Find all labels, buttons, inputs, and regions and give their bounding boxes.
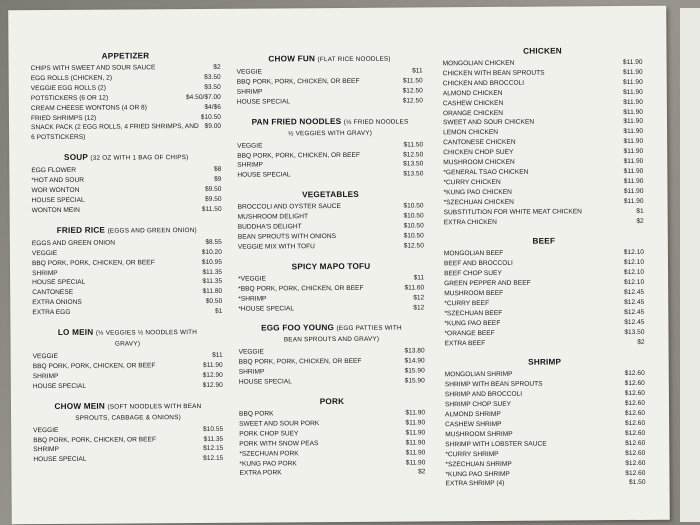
section-title-text: SOUP — [63, 153, 88, 163]
section-note: (EGGS AND GREEN ONION) — [107, 226, 197, 235]
menu-item-name: WONTON MEIN — [31, 206, 80, 215]
menu-item — [238, 241, 424, 252]
menu-item-price: $8.55 — [205, 238, 222, 246]
menu-item-price: $11.90 — [623, 157, 644, 166]
menu-item-name: CANTONESE CHICKEN — [443, 139, 516, 147]
menu-item-name: *HOT AND SOUR — [31, 176, 85, 185]
section-note: (½ FRIED NOODLES ½ VEGGIES WITH GRAVY) — [288, 118, 409, 137]
menu-item-price: $12.60 — [625, 459, 646, 467]
menu-item-name: ALMOND CHICKEN — [442, 89, 503, 97]
menu-item-name: CHICKEN CHOP SUEY — [443, 148, 514, 157]
menu-item-price: $11.35 — [202, 268, 223, 276]
menu-item-name: MUSHROOM CHICKEN — [443, 158, 515, 167]
menu-item-name: HOUSE SPECIAL — [33, 456, 87, 464]
menu-item-name: ALMOND SHRIMP — [445, 410, 501, 419]
menu-item-name: CASHEW SHRIMP — [445, 420, 502, 429]
menu-section — [32, 327, 222, 392]
menu-item-price: $11.90 — [623, 98, 643, 106]
menu-section — [237, 116, 423, 181]
menu-item-name: LEMON CHICKEN — [443, 129, 499, 137]
menu-item-name: HOUSE SPECIAL — [32, 382, 87, 390]
menu-section — [239, 396, 426, 479]
section-title-text: CHOW MEIN — [54, 401, 106, 411]
menu-item-name: HOUSE SPECIAL — [237, 171, 291, 180]
menu-item-name: HOUSE SPECIAL — [236, 98, 291, 106]
menu-item-name: MUSHROOM DELIGHT — [237, 213, 309, 221]
menu-item-price: $1 — [636, 207, 644, 215]
menu-item-price: $11.90 — [405, 439, 426, 447]
menu-item-name: MUSHROOM BEEF — [444, 289, 504, 298]
menu-item-name: EXTRA SHRIMP (4) — [445, 480, 505, 488]
menu-item-price: $11.35 — [202, 278, 223, 286]
menu-item-name: *SHRIMP — [238, 295, 267, 303]
menu-item-name: EXTRA BEEF — [444, 339, 486, 347]
menu-item-price: $12.50 — [402, 97, 423, 105]
menu-item-name: MONGOLIAN BEEF — [443, 250, 504, 258]
menu-item-price: $13.50 — [403, 170, 424, 178]
menu-item-name: SNACK PACK (2 EGG ROLLS, 4 FRIED SHRIMPS, AND 6 POTSTICKERS) — [31, 123, 199, 142]
menu-item-name: ORANGE CHICKEN — [442, 109, 504, 117]
menu-item-price: $15.90 — [404, 367, 425, 375]
menu-item-price: $12.10 — [623, 278, 645, 287]
menu-item-price: $12.45 — [624, 298, 645, 306]
menu-item-price: $2 — [637, 338, 645, 346]
menu-item-price: $12.60 — [624, 390, 645, 398]
menu-item-price: $2 — [636, 217, 644, 225]
menu-item-name: FRIED SHRIMPS (12) — [30, 114, 97, 122]
section-title-text: VEGETABLES — [302, 190, 359, 200]
menu-item-price: $10.20 — [201, 248, 222, 256]
menu-item — [238, 303, 424, 314]
menu-item-price: $12.45 — [624, 318, 645, 326]
menu-item-price: $3.50 — [204, 83, 221, 91]
menu-item-price: $10.55 — [202, 425, 224, 433]
menu-item-price: $12.50 — [403, 150, 424, 159]
section-title-text: APPETIZER — [101, 51, 150, 61]
menu-item-name: PORK WITH SNOW PEAS — [239, 439, 319, 448]
menu-item-name: CASHEW CHICKEN — [442, 99, 504, 107]
menu-item-price: $10.95 — [201, 258, 223, 266]
menu-item — [446, 478, 646, 489]
section-title — [237, 116, 423, 139]
menu-item-name: BBQ PORK, PORK, CHICKEN, OR BEEF — [236, 77, 360, 86]
menu-item — [31, 93, 221, 104]
section-title — [238, 323, 424, 346]
menu-item-price: $11.90 — [623, 197, 644, 205]
menu-item-name: *SZECHUAN SHRIMP — [445, 460, 512, 468]
menu-item-name: *CURRY SHRIMP — [445, 450, 499, 458]
menu-item — [32, 205, 222, 216]
section-title-text: PAN FRIED NOODLES — [251, 116, 342, 127]
menu-item-name: CHICKEN WITH BEAN SPROUTS — [442, 69, 545, 78]
menu-item-name: VEGGIE — [238, 348, 264, 357]
menu-item-name: BBQ PORK, PORK, CHICKEN, OR BEEF — [32, 362, 156, 371]
menu-item-name: BBQ PORK, PORK, CHICKEN, OR BEEF — [33, 435, 156, 444]
menu-item-price: $11.50 — [403, 141, 424, 149]
menu-item-name: POTSTICKERS (6 OR 12) — [30, 94, 109, 102]
menu-item-name: PORK CHOP SUEY — [239, 430, 299, 438]
menu-item-price: $12 — [413, 293, 425, 302]
menu-item-price: $11.90 — [623, 108, 643, 116]
menu-item-name: *SZECHUAN PORK — [239, 449, 299, 458]
menu-item-price: $11.90 — [405, 409, 426, 417]
menu-item-price: $1 — [214, 307, 223, 315]
menu-item-price: $4/$6 — [204, 103, 221, 111]
menu-item-price: $12.60 — [624, 370, 645, 378]
menu-item-name: HOUSE SPECIAL — [238, 378, 292, 386]
menu-item-price: $12.60 — [624, 429, 646, 437]
section-title-text: SHRIMP — [528, 357, 562, 368]
menu-item-name: VEGGIE — [32, 352, 58, 361]
section-title-text: SPICY MAPO TOFU — [291, 261, 371, 272]
menu-item-name: BUDDHA'S DELIGHT — [237, 223, 302, 231]
menu-item-price: $12.60 — [625, 439, 646, 447]
menu-item-price: $10.50 — [403, 222, 424, 230]
menu-item-price: $11.35 — [203, 435, 224, 443]
menu-item-name: WOR WONTON — [31, 186, 80, 195]
section-title — [238, 261, 424, 272]
menu-item-price: $12.90 — [202, 381, 223, 389]
section-title-text: CHICKEN — [523, 46, 562, 56]
menu-item-price: $11.90 — [623, 138, 644, 146]
menu-column-1 — [31, 51, 224, 476]
menu-item-name: *CURRY BEEF — [444, 299, 490, 308]
menu-item-name: *CURRY CHICKEN — [443, 178, 501, 187]
menu-item-price: $11.90 — [623, 88, 643, 96]
menu-item-price: $11 — [212, 351, 223, 359]
menu-item-name: EXTRA CHICKEN — [443, 218, 497, 226]
menu-item-name: BBQ PORK, PORK, CHICKEN, OR BEEF — [237, 151, 361, 160]
section-note: (32 OZ WITH 1 BAG OF CHIPS) — [90, 154, 189, 162]
menu-item — [445, 337, 645, 348]
section-note: (EGG PATTIES WITH BEAN SPROUTS AND GRAVY) — [283, 324, 402, 344]
menu-item-name: SHRIMP WITH LOBSTER SAUCE — [445, 440, 547, 449]
section-note: (SOFT NOODLES WITH BEAN SPROUTS, CABBAGE & ONIONS) — [75, 402, 202, 422]
menu-item-price: $9.00 — [204, 123, 222, 131]
menu-item-name: CHICKEN AND BROCCOLI — [442, 79, 525, 88]
section-title — [31, 51, 221, 62]
menu-item-name: GREEN PEPPER AND BEEF — [444, 279, 531, 288]
menu-item-price: $12.15 — [203, 445, 224, 453]
menu-section — [31, 152, 221, 216]
menu-item-name: SHRIMP — [32, 372, 59, 380]
menu-section — [237, 53, 423, 107]
menu-item-price: $2 — [213, 63, 221, 71]
menu-item-name: BBQ PORK, PORK, CHICKEN, OR BEEF — [31, 258, 155, 267]
menu-item-price: $12.45 — [624, 288, 645, 297]
menu-item-price: $10.50 — [403, 232, 424, 240]
menu-item-name: BBQ PORK — [239, 410, 274, 418]
menu-item-price: $12.15 — [203, 455, 224, 463]
menu-sheet — [8, 6, 670, 525]
menu-section — [442, 46, 643, 228]
menu-section — [32, 225, 223, 319]
menu-item-name: HOUSE SPECIAL — [32, 279, 86, 287]
menu-item-name: SHRIMP AND BROCCOLI — [444, 391, 523, 399]
section-title-text: LO MEIN — [57, 327, 94, 337]
menu-item-price: $12.10 — [623, 249, 644, 257]
menu-item-price: $12.50 — [403, 242, 424, 250]
menu-item-name: SHRIMP WITH BEAN SPROUTS — [444, 380, 543, 389]
menu-item-price: $11.90 — [622, 58, 643, 67]
menu-item-price: $9.50 — [204, 185, 222, 193]
menu-item-price: $10.50 — [200, 113, 221, 121]
menu-item-price: $13.50 — [403, 160, 424, 168]
section-title — [31, 152, 221, 164]
menu-item-name: VEGGIE — [33, 426, 59, 434]
section-title-text: PORK — [319, 396, 345, 407]
menu-item — [33, 381, 223, 392]
menu-item-name: BROCCOLI AND OYSTER SAUCE — [237, 203, 341, 211]
menu-item-name: VEGGIE — [237, 142, 263, 150]
menu-section — [238, 261, 424, 314]
menu-section — [238, 323, 424, 388]
menu-item-name: EXTRA PORK — [239, 469, 282, 478]
menu-item-price: $0.50 — [205, 298, 223, 306]
menu-item-name: EGG FLOWER — [31, 167, 77, 175]
menu-item-name: *KUNG PAO BEEF — [444, 319, 501, 328]
menu-item-price: $2 — [418, 468, 426, 476]
menu-item-price: $11.50 — [403, 77, 423, 85]
menu-section — [445, 357, 646, 489]
menu-item — [32, 307, 222, 318]
section-note: (FLAT RICE NOODLES) — [317, 55, 391, 64]
menu-item-name: CANTONESE — [32, 289, 74, 297]
menu-item-name: BEEF AND BROCCOLI — [443, 260, 513, 268]
menu-item-name: CHIPS WITH SWEET AND SOUR SAUCE — [30, 64, 156, 73]
menu-column-2 — [237, 53, 426, 489]
adjacent-menu-sheet — [680, 8, 700, 522]
menu-item-price: $11.60 — [404, 284, 425, 292]
menu-section — [33, 400, 223, 465]
menu-item-name: MONGOLIAN SHRIMP — [444, 371, 513, 379]
menu-item-price: $12.60 — [625, 469, 646, 477]
section-title — [444, 236, 644, 247]
menu-item-name: *HOUSE SPECIAL — [238, 304, 295, 313]
section-title — [237, 190, 423, 201]
menu-item-price: $11.90 — [623, 187, 644, 195]
menu-item-price: $11 — [412, 67, 423, 75]
section-title — [237, 53, 423, 65]
menu-item-price: $4.50/$7.00 — [185, 93, 221, 101]
menu-item-price: $11 — [413, 274, 425, 282]
menu-item-price: $12.60 — [624, 419, 646, 428]
menu-item-name: VEGGIE EGG ROLLS (2) — [30, 84, 106, 92]
menu-item — [239, 377, 425, 388]
menu-item-price: $11.90 — [405, 449, 426, 457]
menu-item-name: *SZECHUAN BEEF — [444, 309, 503, 318]
menu-item-name: SHRIMP — [238, 368, 265, 376]
menu-item-price: $11.90 — [623, 177, 644, 185]
section-title — [442, 46, 642, 57]
menu-item-name: EGGS AND GREEN ONION — [31, 239, 116, 247]
menu-item-name: SHRIMP — [237, 161, 263, 170]
menu-item-price: $1.50 — [628, 479, 646, 487]
menu-item — [31, 122, 221, 143]
menu-item — [33, 454, 223, 465]
section-title-text: CHOW FUN — [268, 54, 316, 64]
menu-item-price: $9 — [214, 175, 222, 184]
menu-section — [237, 190, 423, 253]
section-title-text: EGG FOO YOUNG — [261, 323, 335, 333]
menu-item-price: $12.60 — [624, 380, 645, 388]
menu-item-price: $11.90 — [623, 128, 644, 136]
menu-item-price: $11.90 — [405, 419, 426, 427]
menu-item-price: $12.60 — [625, 449, 646, 457]
menu-item-name: EXTRA ONIONS — [32, 299, 82, 307]
section-title-text: FRIED RICE — [56, 225, 106, 235]
menu-item-price: $14.90 — [404, 357, 425, 365]
menu-item-price: $12.60 — [624, 400, 645, 408]
menu-item-name: BBQ PORK, PORK, CHICKEN, OR BEEF — [238, 358, 362, 367]
menu-item-name: VEGGIE — [31, 249, 58, 257]
section-title — [32, 327, 222, 350]
section-title — [239, 396, 425, 407]
menu-section — [444, 236, 645, 348]
menu-item-name: EXTRA EGG — [32, 309, 71, 317]
menu-item-name: MUSHROOM SHRIMP — [445, 430, 513, 439]
menu-item-price: $12.45 — [624, 308, 645, 316]
menu-item-name: SHRIMP — [32, 269, 58, 277]
menu-item-name: *VEGGIE — [238, 275, 266, 283]
menu-item-price: $11.90 — [405, 458, 426, 467]
section-title — [445, 357, 645, 368]
menu-item — [239, 468, 425, 479]
section-title — [32, 225, 222, 237]
menu-item-price: $12.90 — [202, 371, 223, 379]
menu-item-name: SHRIMP — [33, 446, 59, 454]
menu-item-price: $12 — [413, 303, 425, 311]
menu-item-name: *ORANGE BEEF — [444, 329, 495, 337]
menu-item-name: *KUNG PAO PORK — [239, 459, 297, 468]
menu-item-name: VEGGIE MIX WITH TOFU — [237, 243, 315, 251]
menu-item-price: $13.50 — [624, 328, 645, 336]
menu-item-price: $11.90 — [623, 78, 643, 86]
menu-item-name: SHRIMP — [236, 88, 263, 96]
menu-item-price: $9.50 — [204, 195, 222, 203]
menu-item-name: CREAM CHEESE WONTONS (4 OR 8) — [30, 103, 147, 112]
menu-item-price: $12.10 — [623, 259, 645, 267]
menu-item-name: *KUNG PAO SHRIMP — [445, 470, 510, 478]
menu-item-price: $15.90 — [404, 377, 425, 385]
menu-item-name: *KUNG PAO CHICKEN — [443, 188, 512, 197]
menu-item-name: *GENERAL TSAO CHICKEN — [443, 168, 529, 177]
menu-item-price: $11.50 — [201, 205, 222, 213]
menu-item-price: $11.90 — [202, 361, 223, 369]
menu-item-price: $11.90 — [623, 167, 644, 175]
menu-item-price: $12.60 — [624, 409, 646, 418]
section-title — [33, 400, 223, 423]
menu-item-price: $12.10 — [623, 269, 645, 277]
menu-item — [237, 96, 423, 107]
menu-item-name: EGG ROLLS (CHICKEN, 2) — [30, 74, 113, 83]
menu-item-name: *SZECHUAN CHICKEN — [443, 198, 514, 206]
menu-item-price: $10.50 — [403, 212, 424, 220]
section-title-text: BEEF — [532, 236, 556, 247]
menu-item-price: $13.80 — [404, 347, 425, 355]
menu-item-name: HOUSE SPECIAL — [31, 196, 85, 205]
menu-item-name: SWEET AND SOUR PORK — [239, 420, 320, 428]
menu-item-name: BEAN SPROUTS WITH ONIONS — [237, 232, 337, 241]
menu-item-name: VEGGIE — [236, 68, 262, 76]
menu-item-price: $10.50 — [403, 202, 424, 210]
menu-column-3 — [442, 46, 645, 500]
menu-item-name: BEEF CHOP SUEY — [444, 270, 502, 278]
menu-item-name: SHRIMP CHOP SUEY — [444, 400, 512, 409]
menu-item-price: $8 — [213, 166, 222, 174]
menu-item-price: $11.90 — [623, 118, 644, 126]
menu-section — [31, 51, 222, 144]
menu-item-name: MONGOLIAN CHICKEN — [442, 59, 515, 68]
menu-item-name: SWEET AND SOUR CHICKEN — [442, 119, 535, 127]
menu-item-price: $3.50 — [204, 73, 221, 81]
menu-item-name: *BBQ PORK, PORK, CHICKEN, OR BEEF — [238, 284, 364, 293]
menu-item — [444, 216, 644, 227]
menu-item — [237, 170, 423, 181]
menu-item-price: $11.90 — [623, 148, 644, 156]
section-note: (½ VEGGIES ½ NOODLES WITH GRAVY) — [95, 329, 198, 348]
menu-item-price: $11.80 — [202, 288, 223, 296]
menu-item-price: $11.90 — [405, 429, 426, 437]
menu-item-price: $12.50 — [402, 87, 423, 95]
menu-item-price: $11.90 — [622, 68, 643, 76]
menu-item-name: SUBSTITUTION FOR WHITE MEAT CHICKEN — [443, 207, 582, 216]
